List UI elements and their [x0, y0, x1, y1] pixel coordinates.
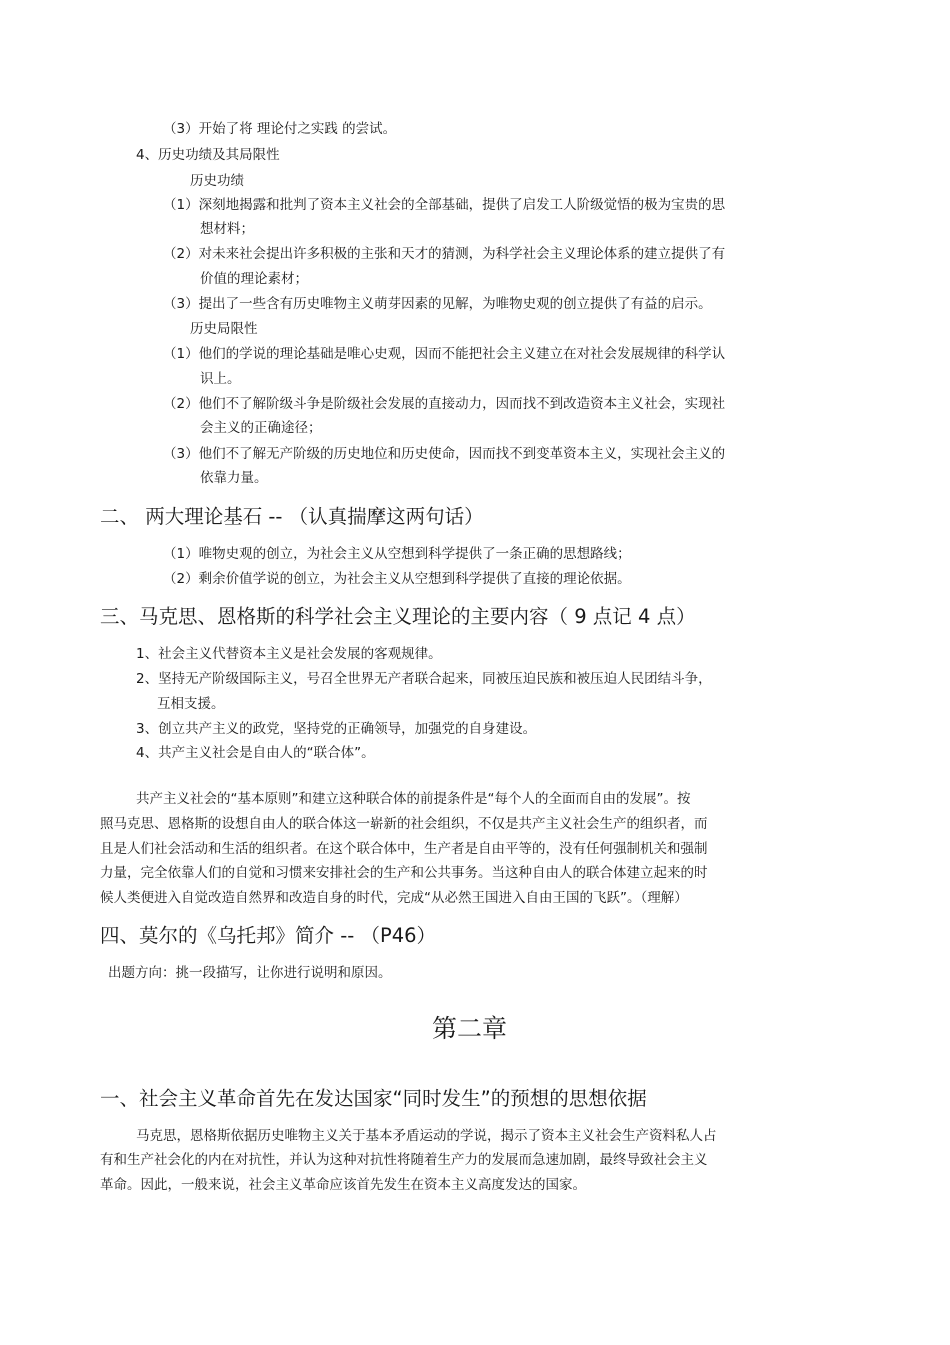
list-item: （1）唯物史观的创立，为社会主义从空想到科学提供了一条正确的思想路线； [163, 546, 631, 562]
sub-heading: 历史功绩 [190, 173, 244, 189]
list-item: （1）他们的学说的理论基础是唯心史观，因而不能把社会主义建立在对社会发展规律的科学认 [163, 346, 726, 362]
list-item-continuation: 识上。 [200, 371, 241, 387]
chapter-title: 第二章 [432, 1014, 508, 1043]
paragraph-line: 且是人们社会活动和生活的组织者。在这个联合体中，生产者是自由平等的，没有任何强制机关和强制 [100, 841, 708, 857]
list-item-continuation: 依靠力量。 [200, 470, 268, 486]
list-item: （1）深刻地揭露和批判了资本主义社会的全部基础，提供了启发工人阶级觉悟的极为宝贵的思 [163, 197, 726, 213]
list-item-continuation: 价值的理论素材； [200, 271, 308, 287]
list-item: 1、社会主义代替资本主义是社会发展的客观规律。 [136, 646, 442, 662]
list-item: （2）对未来社会提出许多积极的主张和天才的猜测，为科学社会主义理论体系的建立提供了有 [163, 246, 726, 262]
paragraph-line: 共产主义社会的“基本原则”和建立这种联合体的前提条件是“每个人的全面而自由的发展”。按 [136, 791, 691, 807]
section-heading: 三、马克思、恩格斯的科学社会主义理论的主要内容（ 9 点记 4 点） [100, 605, 696, 628]
list-item-continuation: 互相支援。 [157, 696, 225, 712]
paragraph-line: 候人类便进入自觉改造自然界和改造自身的时代，完成“从必然王国进入自由王国的飞跃”。（理解） [100, 890, 688, 906]
section-heading: 4、历史功绩及其局限性 [136, 147, 280, 163]
list-item: （2）剩余价值学说的创立，为社会主义从空想到科学提供了直接的理论依据。 [163, 571, 631, 587]
section-heading: 一、社会主义革命首先在发达国家“同时发生”的预想的思想依据 [100, 1087, 647, 1110]
list-item-continuation: 想材料； [200, 221, 254, 237]
list-item: （3）他们不了解无产阶级的历史地位和历史使命，因而找不到变革资本主义，实现社会主义的 [163, 446, 726, 462]
paragraph-line: 有和生产社会化的内在对抗性，并认为这种对抗性将随着生产力的发展而急速加剧，最终导致社会主义 [100, 1152, 708, 1168]
paragraph-line: 照马克思、恩格斯的设想自由人的联合体这一崭新的社会组织，不仅是共产主义社会生产的组织者，而 [100, 816, 708, 832]
note-line: 出题方向：挑一段描写，让你进行说明和原因。 [108, 965, 392, 981]
section-heading: 四、莫尔的《乌托邦》简介 -- （P46） [100, 924, 437, 947]
list-item: （2）他们不了解阶级斗争是阶级社会发展的直接动力，因而找不到改造资本主义社会，实现社 [163, 396, 726, 412]
list-item: 4、共产主义社会是自由人的“联合体”。 [136, 745, 375, 761]
list-item: 3、创立共产主义的政党，坚持党的正确领导，加强党的自身建设。 [136, 721, 537, 737]
section-heading: 二、 两大理论基石 -- （认真揣摩这两句话） [100, 505, 484, 528]
paragraph-line: 力量，完全依靠人们的自觉和习惯来安排社会的生产和公共事务。当这种自由人的联合体建立起来的时 [100, 865, 708, 881]
list-item: 2、坚持无产阶级国际主义，号召全世界无产者联合起来，同被压迫民族和被压迫人民团结斗争， [136, 671, 712, 687]
paragraph-line: 马克思，恩格斯依据历史唯物主义关于基本矛盾运动的学说，揭示了资本主义社会生产资料私人占 [136, 1128, 717, 1144]
list-item-continuation: 会主义的正确途径； [200, 420, 322, 436]
sub-heading: 历史局限性 [190, 321, 258, 337]
paragraph-line: 革命。因此，一般来说，社会主义革命应该首先发生在资本主义高度发达的国家。 [100, 1177, 586, 1193]
list-item: （3）开始了将 理论付之实践 的尝试。 [163, 121, 397, 137]
list-item: （3）提出了一些含有历史唯物主义萌芽因素的见解，为唯物史观的创立提供了有益的启示。 [163, 296, 712, 312]
